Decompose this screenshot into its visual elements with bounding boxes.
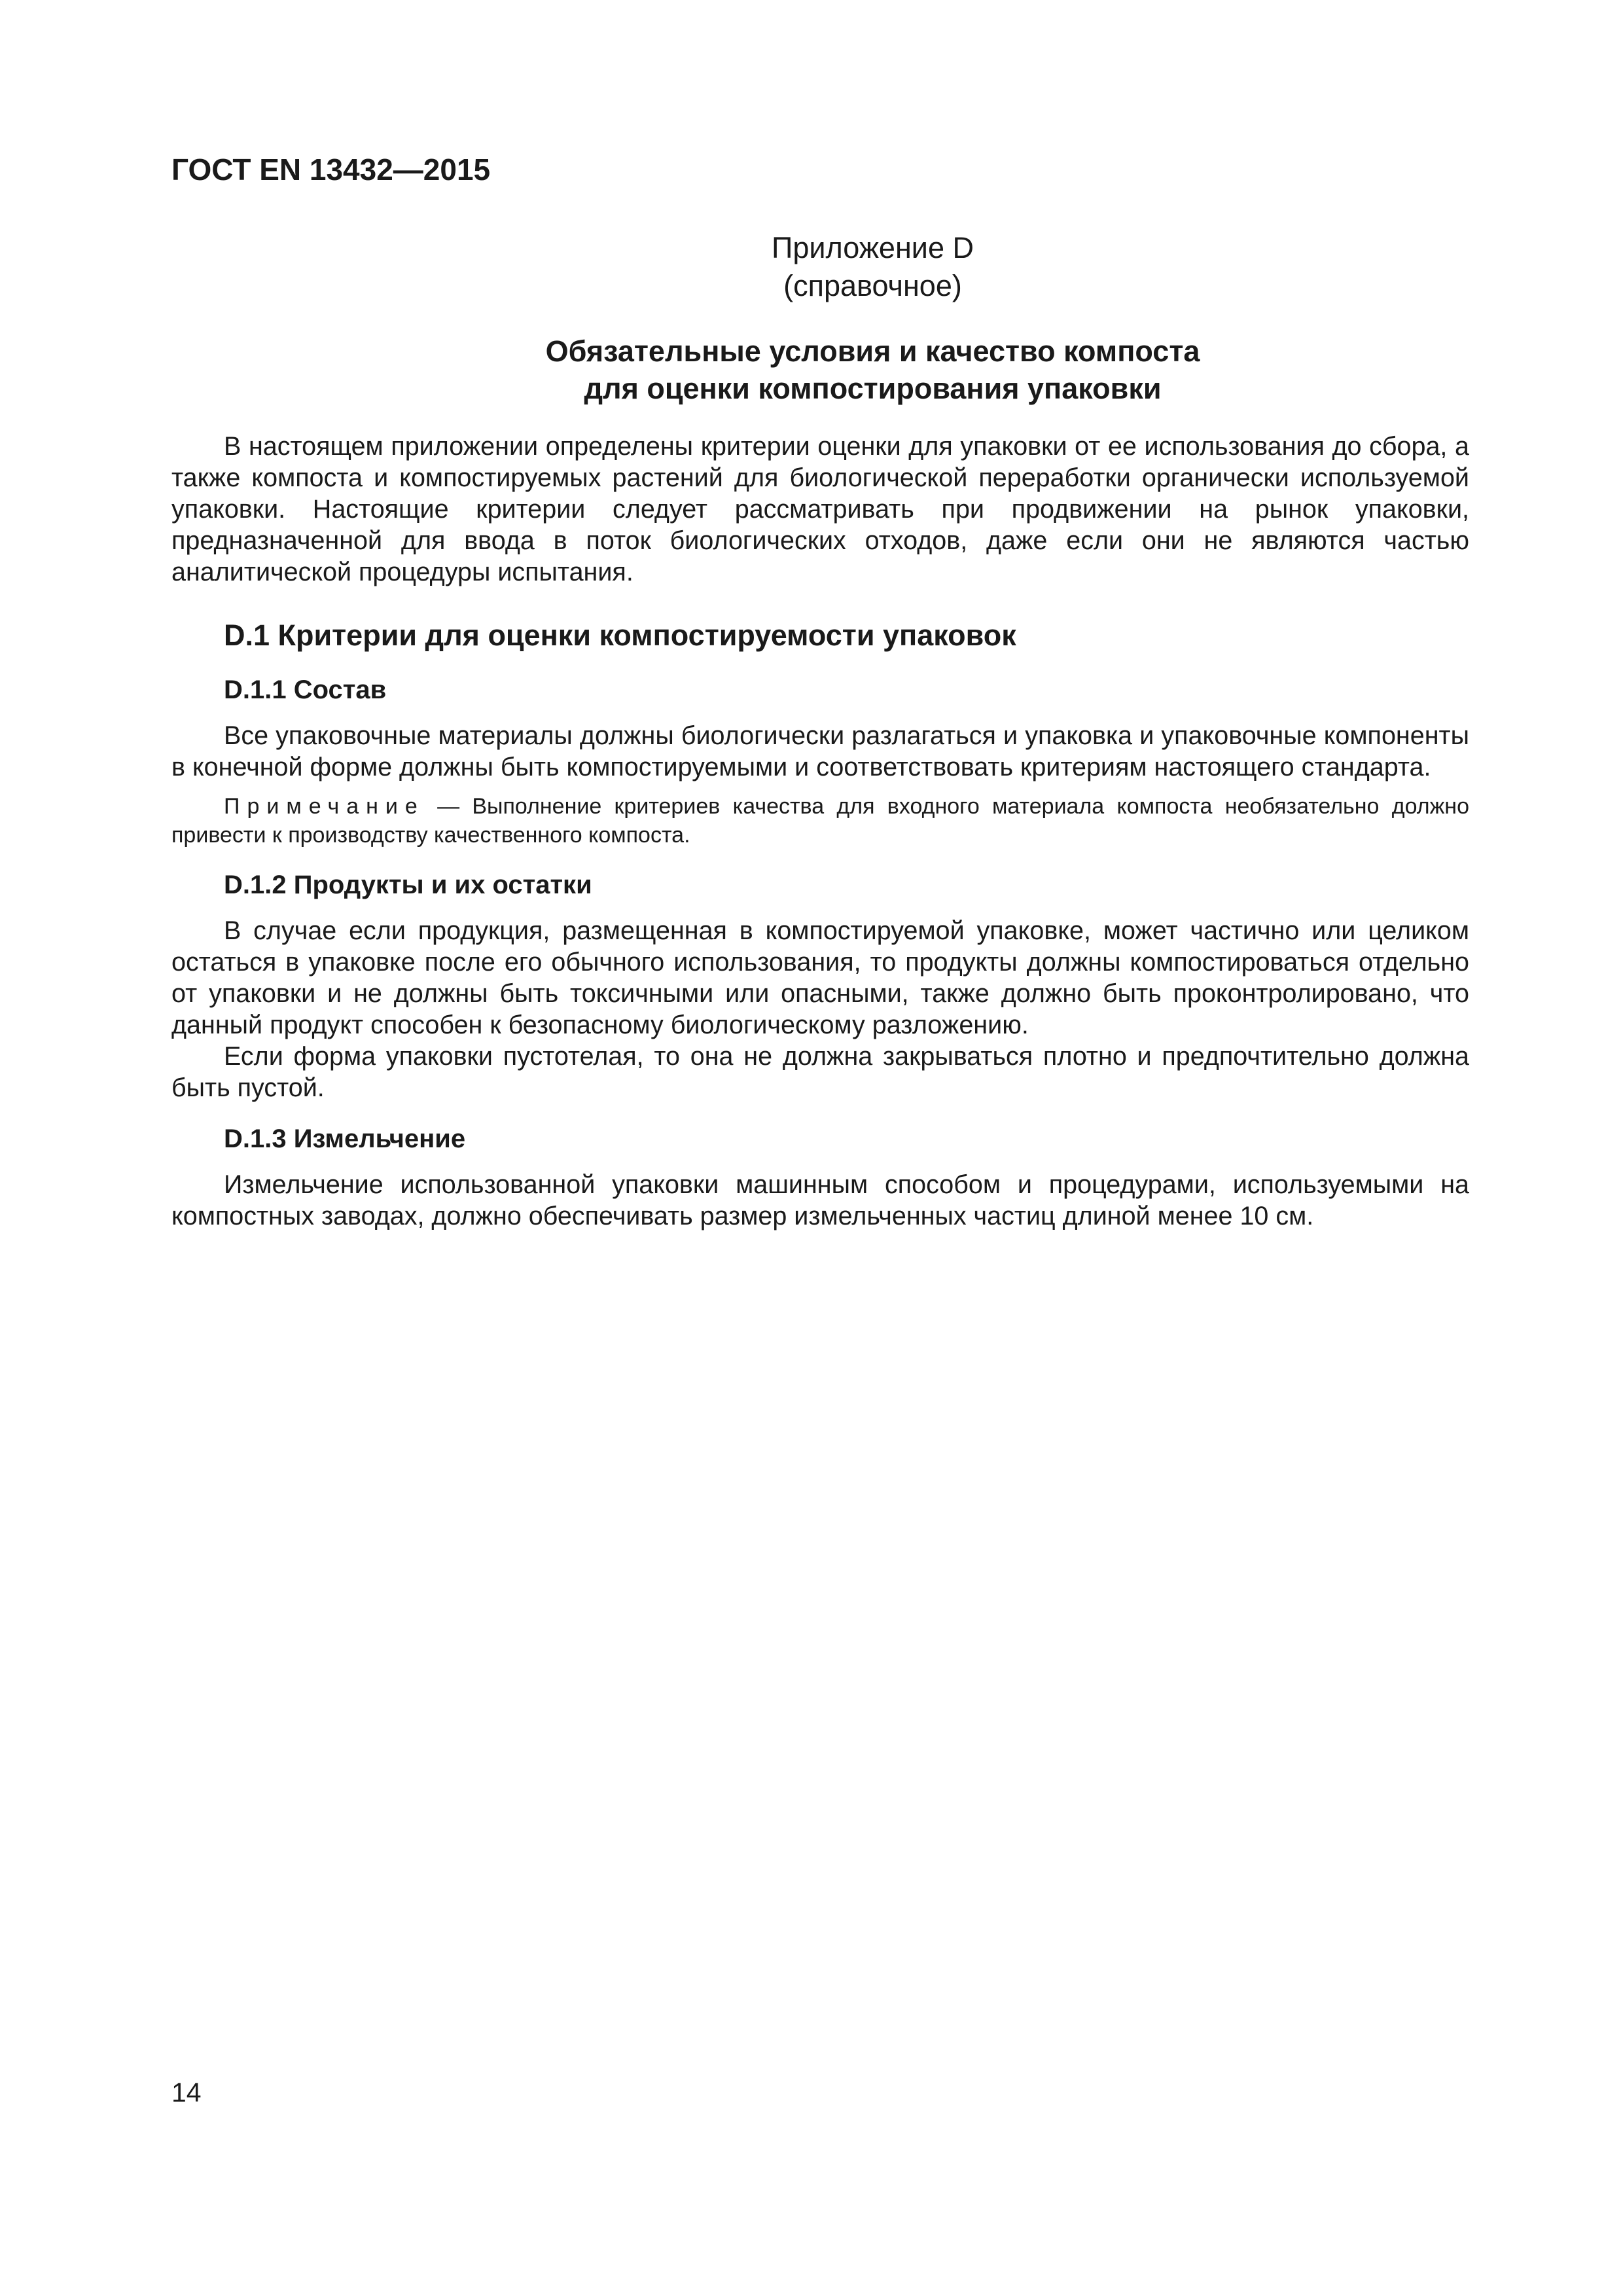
page-number: 14: [171, 2077, 202, 2108]
page-content: [171, 229, 1469, 1232]
section-d11-heading: D.1.1 Состав: [224, 675, 387, 704]
appendix-title-line-2: для оценки компостирования упаковки: [584, 372, 1162, 405]
section-d1-heading: D.1 Критерии для оценки компостируемости упаковок: [224, 619, 1016, 652]
section-d12-paragraph-2: Если форма упаковки пустотелая, то она не должна закрываться плотно и предпочтительно должна быть пустой.: [171, 1042, 1469, 1102]
appendix-title-line-1: Обязательные условия и качество компоста: [545, 334, 1200, 368]
section-d12-paragraph-1: В случае если продукция, размещенная в компостируемой упаковке, может частично или целиком остаться в упаковке после его обычного использования, то продукты должны компостироваться отдельно от упаковки и не должны быть токсичными или опасными, также должно быть проконтролировано, что данный продукт способен к безопасному биологическому разложению.: [171, 916, 1469, 1039]
section-d13-paragraph: Измельчение использованной упаковки машинным способом и процедурами, используемыми на компостных заводах, должно обеспечивать размер измельченных частиц длиной менее 10 см.: [171, 1170, 1469, 1230]
note-paragraph: [171, 792, 1469, 850]
appendix-label: Приложение D: [772, 231, 974, 264]
note-label: Примечание: [224, 794, 425, 819]
document-code: ГОСТ EN 13432—2015: [171, 152, 491, 187]
appendix-title: [171, 332, 1469, 407]
intro-paragraph: В настоящем приложении определены критерии оценки для упаковки от ее использования до сбора, а также компоста и компостируемых растений для биологической переработки органически используемой упаковки. Настоящие критерии следует рассматривать при продвижении на рынок упаковки, предназначенной для ввода в поток биологических отходов, даже если они не являются частью аналитической процедуры испытания.: [171, 432, 1469, 586]
section-d12-heading: D.1.2 Продукты и их остатки: [224, 870, 592, 899]
section-d11-paragraph: Все упаковочные материалы должны биологически разлагаться и упаковка и упаковочные компоненты в конечной форме должны быть компостируемыми и соответствовать критериям настоящего стандарта.: [171, 721, 1469, 781]
appendix-type: (справочное): [783, 269, 962, 302]
note-text: — Выполнение критериев качества для входного материала компоста необязательно должно привести к производству качественного компоста.: [171, 794, 1469, 848]
section-d13-heading: D.1.3 Измельчение: [224, 1124, 466, 1153]
